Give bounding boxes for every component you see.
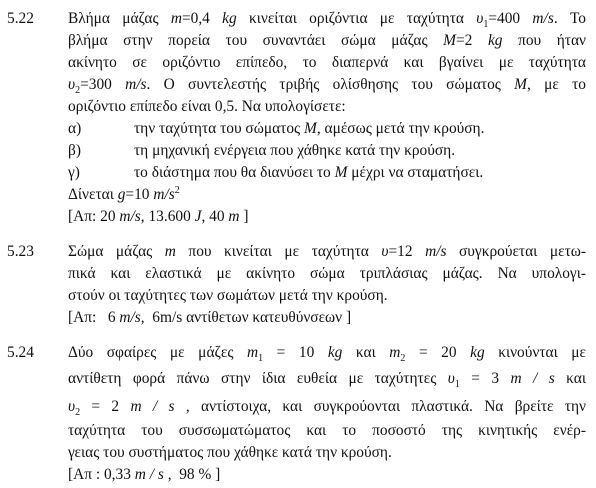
p524-answer: [Απ : 0,33 m / s , 98 % ] <box>68 466 221 483</box>
p522-line-1: Βλήμα μάζας m=0,4 kg κινείται οριζόντια με ταχύτητα $\upsilon_1=400$ m/s. Το <box>68 10 586 31</box>
problem-number-5-22: 5.22 <box>7 10 34 27</box>
p522-line-2: βλήμα στην πορεία του συναντάει σώμα μάζας M=2 kg που ήταν <box>68 32 586 49</box>
p523-line-1: Σώμα μάζας m που κινείται με ταχύτητα υ=12 m/s συγκρούεται μετω- <box>68 243 587 260</box>
p524-line-2: αντίθετη φορά πάνω στην ίδια ευθεία με ταχύτητες $\upsilon_1 = 3$ m / s και <box>68 370 586 391</box>
p522-item-a: α) την ταχύτητα του σώματος M, αμέσως μετά την κρούση. <box>68 120 485 137</box>
p522-given: Δίνεται g=10 $m/s^2$ <box>68 184 180 203</box>
p523-line-3: στούν οι ταχύτητες των σωμάτων μετά την κρούση. <box>68 287 388 304</box>
p524-line-1: Δύο σφαίρες με μάζες $m_1 = 10$ kg και $m_2 = 20$ kg κινούνται με <box>68 344 586 365</box>
p523-line-2: πικά και ελαστικά με ακίνητο σώμα τριπλάσιας μάζας. Να υπολογι- <box>68 265 586 282</box>
p522-line-4: $\upsilon_2=300$ m/s. Ο συντελεστής τριβής ολίσθησης του σώματος M, με το <box>68 76 586 97</box>
p524-line-3: $\upsilon_2 = 2$ m / s , αντίστοιχα, και συγκρούονται πλαστικά. Να βρείτε την <box>68 398 586 419</box>
p522-answer: [Απ: 20 m/s, 13.600 J, 40 m ] <box>68 208 249 225</box>
p524-line-4: ταχύτητα του συσσωματώματος και το ποσοστό της κινητικής ενέρ- <box>68 422 586 439</box>
p522-item-b: β) τη μηχανική ενέργεια που χάθηκε κατά την κρούση. <box>68 142 456 159</box>
problem-number-5-23: 5.23 <box>7 243 34 260</box>
p523-answer: [Απ: 6 m/s, 6m/s αντίθετων κατευθύνσεων ] <box>68 309 352 326</box>
problem-number-5-24: 5.24 <box>7 344 34 361</box>
p524-line-5: γειας του συστήματος που χάθηκε κατά την κρούση. <box>68 444 392 461</box>
p522-line-3: ακίνητο σε οριζόντιο επίπεδο, το διαπερνά και βγαίνει με ταχύτητα <box>68 54 586 71</box>
p522-line-5: οριζόντιο επίπεδο είναι 0,5. Να υπολογίσετε: <box>68 98 346 115</box>
p522-item-c: γ) το διάστημα που θα διανύσει το M μέχρι να σταματήσει. <box>68 164 484 181</box>
